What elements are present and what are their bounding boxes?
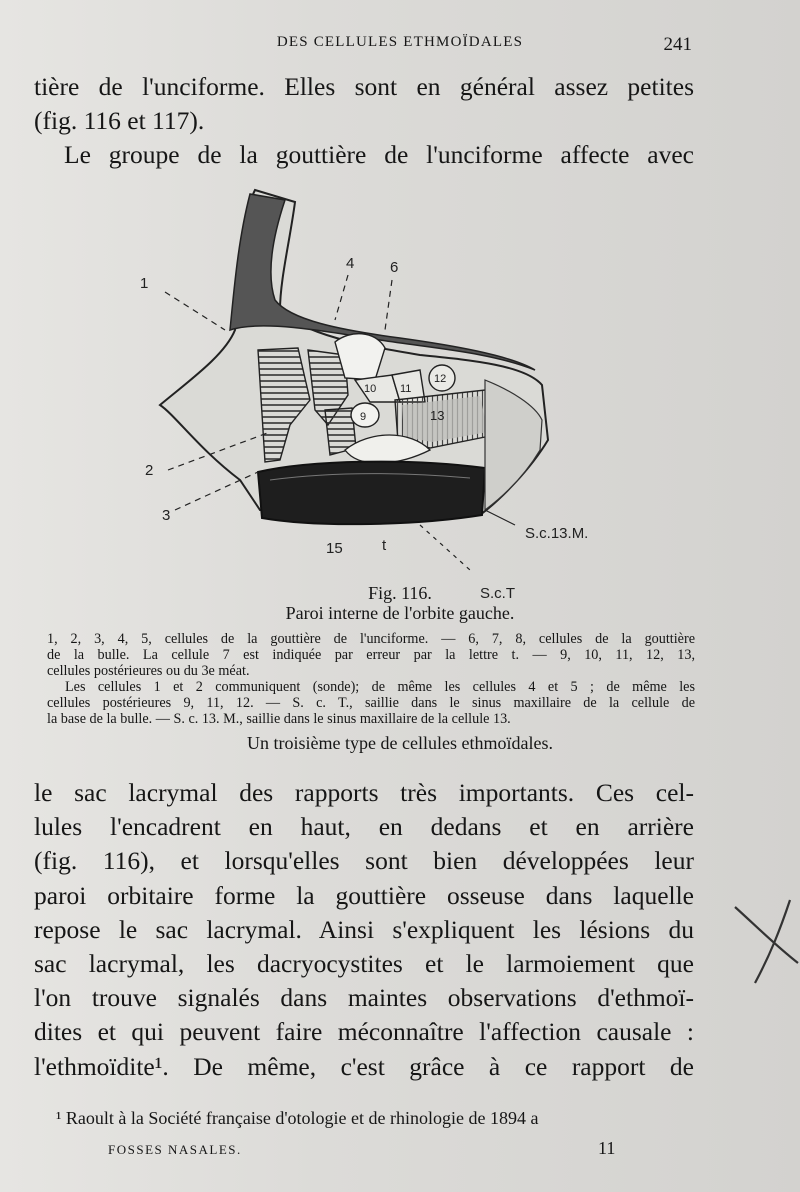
text-line: l'ethmoïdite¹. De même, c'est grâce à ce rapport de [34, 1051, 694, 1081]
text-line: tière de l'unciforme. Elles sont en général assez petites [34, 72, 694, 101]
label-15: 15 [326, 540, 343, 557]
legend-line: 1, 2, 3, 4, 5, cellules de la gouttière de l'unciforme. — 6, 7, 8, cellules de la gouttière [47, 631, 695, 647]
footnote [56, 1108, 696, 1129]
orbit-illustration [130, 180, 650, 600]
text-line: (fig. 116), et lorsqu'elles sont bien développées leur [34, 846, 694, 876]
label-scm: S.c.13.M. [525, 525, 589, 542]
label-3: 3 [162, 507, 171, 524]
footnote-text: Raoult à la Société française d'otologie et de rhinologie de 1894 a [65, 1108, 539, 1128]
footnote-marker: ¹ [56, 1108, 62, 1128]
legend-line: la base de la bulle. — S. c. 13. M., saillie dans le sinus maxillaire de la cellule 13. [47, 710, 511, 727]
label-6: 6 [390, 259, 399, 276]
text-line: dites et qui peuvent faire méconnaître l'affection causale : [34, 1017, 694, 1047]
text-line: sac lacrymal, les dacryocystites et le larmoiement que [34, 949, 694, 979]
paragraph-bottom [34, 776, 694, 1084]
figure-caption-title: Fig. 116. [368, 583, 432, 603]
label-13: 13 [430, 408, 445, 423]
label-12: 12 [434, 373, 447, 385]
label-t: t [382, 537, 387, 554]
maxillary-sinus-shading [258, 462, 485, 525]
text-line: repose le sac lacrymal. Ainsi s'expliquent les lésions du [34, 914, 694, 944]
label-11: 11 [400, 383, 412, 395]
text-line: (fig. 116 et 117). [34, 106, 205, 136]
label-1: 1 [140, 275, 149, 292]
page-number: 241 [663, 34, 692, 55]
paragraph-top [34, 70, 694, 173]
figure-legend-1 [47, 632, 695, 679]
footer-signature-label: FOSSES NASALES. [108, 1142, 242, 1157]
label-2: 2 [145, 462, 154, 479]
label-4: 4 [346, 255, 355, 272]
figure-caption-note: Un troisième type de cellules ethmoïdales. [247, 733, 553, 753]
text-line: lules l'encadrent en haut, en dedans et en arrière [34, 812, 694, 842]
anatomical-figure [130, 180, 650, 600]
label-9: 9 [360, 411, 367, 423]
text-line: Le groupe de la gouttière de l'unciforme affecte avec [64, 140, 694, 170]
legend-line: cellules postérieures 9, 11, 12. — S. c. T., saillie dans le sinus maxillaire de la cellule de [47, 694, 695, 711]
legend-line: de la bulle. La cellule 7 est indiquée par erreur par la lettre t. — 9, 10, 11, 12, 13, [47, 646, 695, 663]
figure-legend-2 [47, 680, 695, 727]
running-head: DES CELLULES ETHMOÏDALES [276, 34, 524, 50]
figure-caption-subtitle: Paroi interne de l'orbite gauche. [285, 603, 515, 623]
legend-line: Les cellules 1 et 2 communiquent (sonde); de même les cellules 4 et 5 ; de même les [65, 679, 695, 695]
label-10: 10 [364, 383, 377, 395]
label-sct: S.c.T [480, 585, 516, 600]
legend-line: cellules postérieures ou du 3e méat. [47, 662, 250, 679]
text-line: l'on trouve signalés dans maintes observations d'ethmoï- [34, 983, 694, 1013]
footer-signature-number: 11 [598, 1138, 616, 1158]
text-line: le sac lacrymal des rapports très importants. Ces cel- [34, 778, 694, 807]
handwritten-cross-mark [730, 895, 800, 985]
text-line: paroi orbitaire forme la gouttière osseuse dans laquelle [34, 880, 694, 910]
